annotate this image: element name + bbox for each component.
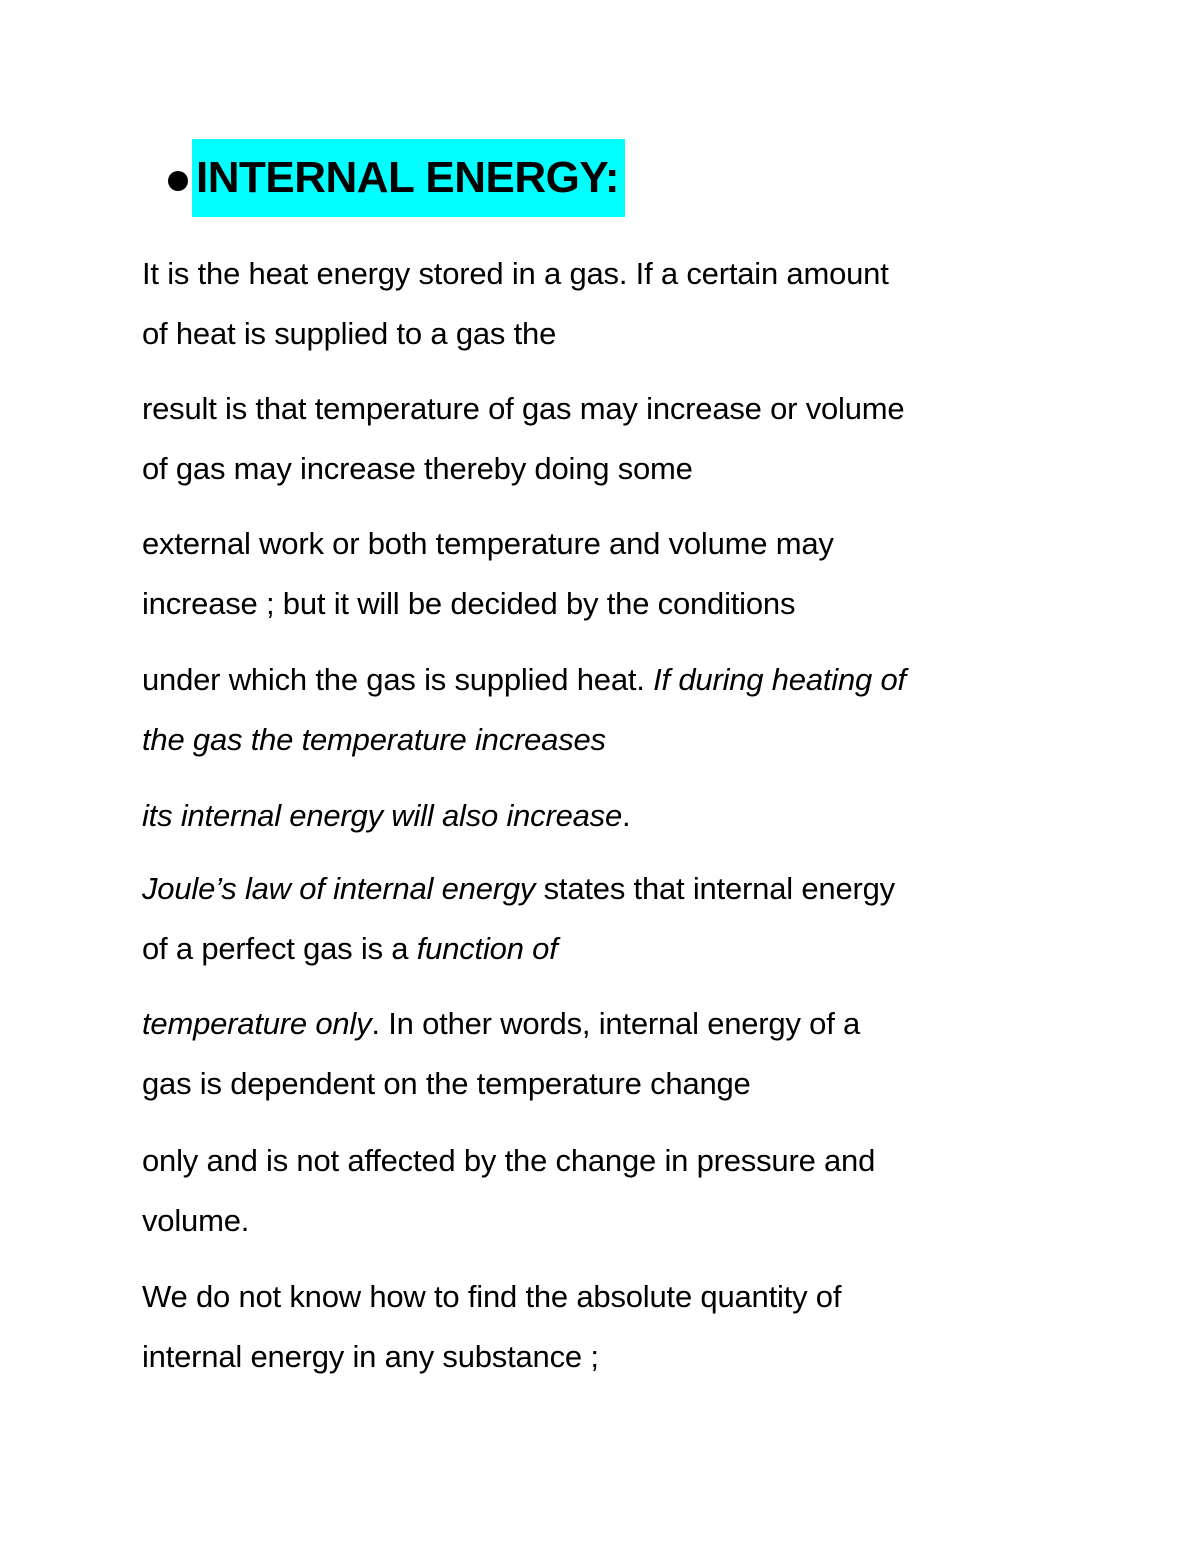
italic-text-run: If during heating of (653, 662, 906, 697)
text-run: It is the heat energy stored in a gas. If a certain amount (142, 256, 889, 291)
text-line (142, 994, 1082, 1054)
paragraph (142, 1267, 1082, 1387)
text-run: volume. (142, 1203, 250, 1238)
text-run: states that internal energy (535, 871, 895, 906)
paragraph (142, 786, 1082, 846)
text-run: of heat is supplied to a gas the (142, 316, 557, 351)
text-run: result is that temperature of gas may increase or volume (142, 391, 905, 426)
text-run: increase ; but it will be decided by the conditions (142, 586, 796, 621)
text-line (142, 1131, 1082, 1191)
text-line (142, 1267, 1082, 1327)
text-run: of gas may increase thereby doing some (142, 451, 693, 486)
italic-text-run: Joule’s law of internal energy (142, 871, 536, 906)
paragraph (142, 650, 1082, 770)
paragraph (142, 859, 1082, 979)
italic-text-run: function of (416, 931, 558, 966)
text-line (142, 710, 1082, 770)
text-line (142, 379, 1082, 439)
text-run: of a perfect gas is a (142, 931, 417, 966)
paragraph (142, 379, 1082, 499)
text-run: internal energy in any substance ; (142, 1339, 599, 1374)
text-run: under which the gas is supplied heat. (142, 662, 654, 697)
heading-text: INTERNAL ENERGY: (192, 139, 625, 217)
text-run: . (622, 798, 631, 833)
italic-text-run: temperature only (142, 1006, 372, 1041)
bullet-icon (168, 171, 188, 191)
text-line (142, 1191, 1082, 1251)
text-line (142, 919, 1082, 979)
text-line (142, 786, 1082, 846)
text-line (142, 439, 1082, 499)
text-line (142, 859, 1082, 919)
text-line (142, 514, 1082, 574)
italic-text-run: its internal energy will also increase (142, 798, 623, 833)
paragraph (142, 994, 1082, 1114)
paragraph (142, 514, 1082, 634)
text-line (142, 1054, 1082, 1114)
text-line (142, 650, 1082, 710)
text-line (142, 574, 1082, 634)
paragraph (142, 1131, 1082, 1251)
text-run: only and is not affected by the change in pressure and (142, 1143, 876, 1178)
text-run: . In other words, internal energy of a (371, 1006, 861, 1041)
text-line (142, 304, 1082, 364)
section-heading (168, 139, 625, 217)
text-run: We do not know how to find the absolute quantity of (142, 1279, 842, 1314)
paragraph (142, 244, 1082, 364)
text-line (142, 1327, 1082, 1387)
text-run: external work or both temperature and volume may (142, 526, 834, 561)
text-line (142, 244, 1082, 304)
text-run: gas is dependent on the temperature change (142, 1066, 751, 1101)
italic-text-run: the gas the temperature increases (142, 722, 606, 757)
